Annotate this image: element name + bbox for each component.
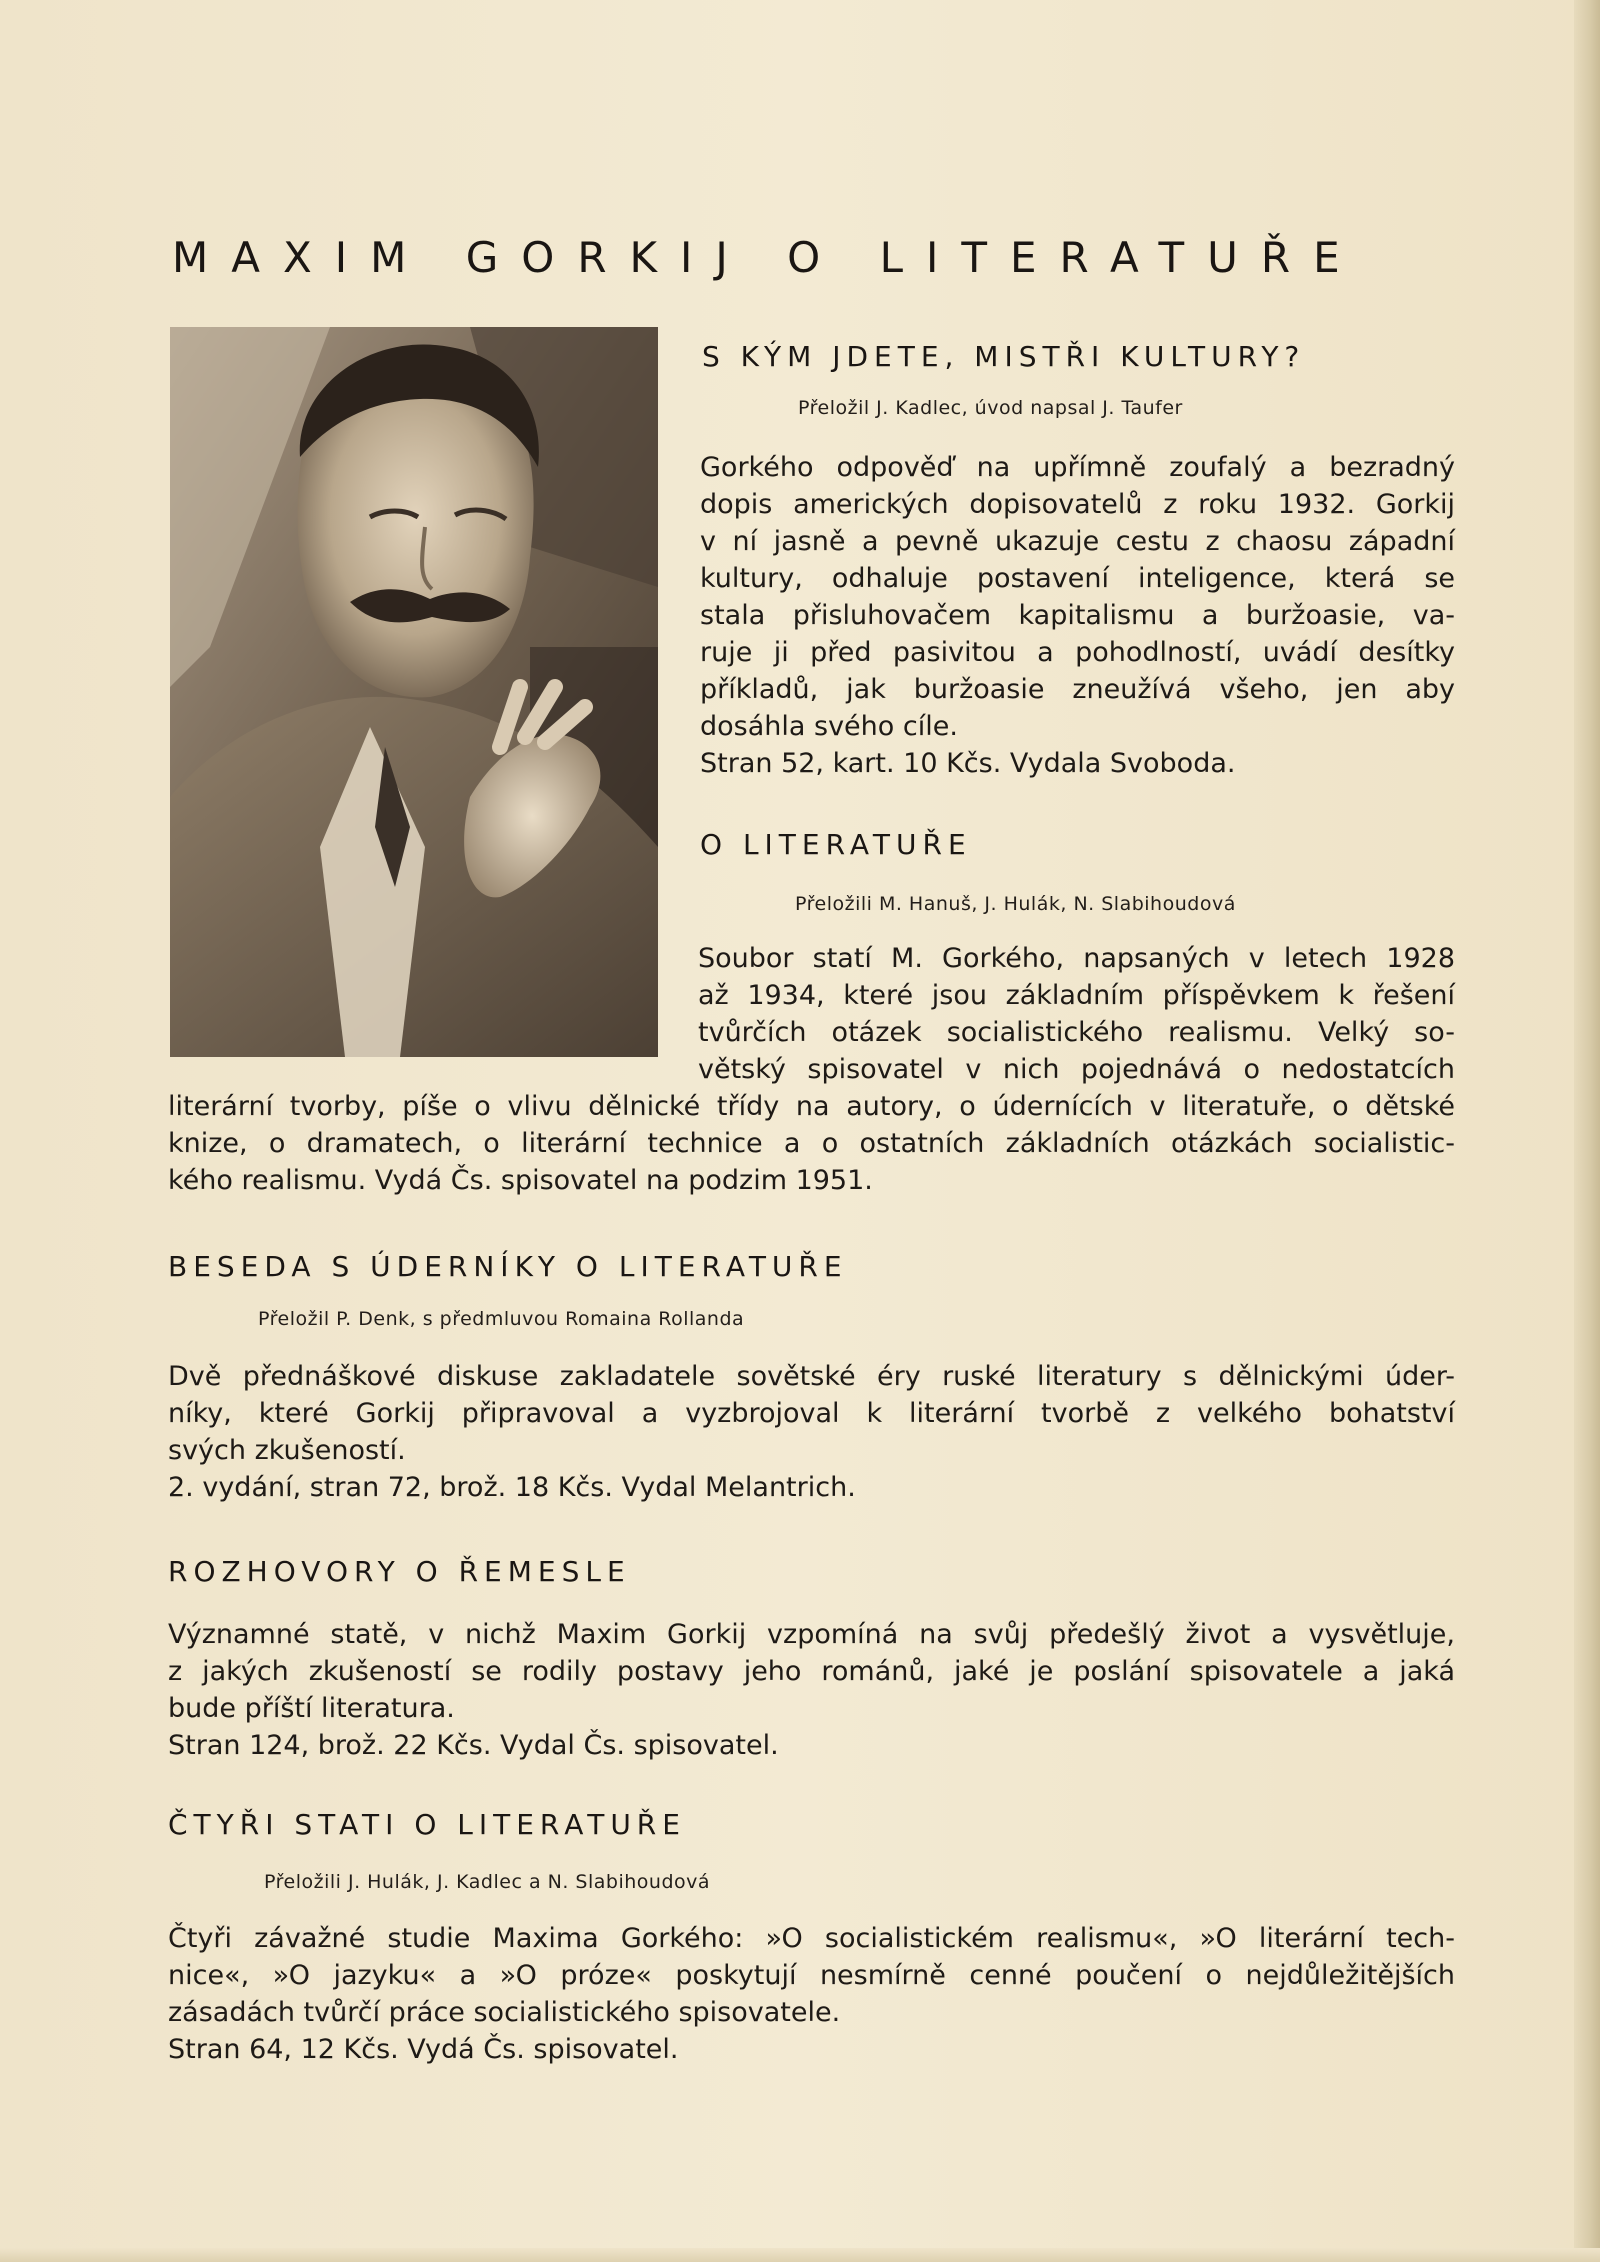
text-line: zásadách tvůrčí práce socialistického spisovatele. bbox=[168, 1997, 841, 2028]
text-line: dopis amerických dopisovatelů z roku 1932. Gorkij bbox=[700, 489, 1455, 520]
text-line: v ní jasně a pevně ukazuje cestu z chaosu západní bbox=[700, 526, 1455, 557]
section-text-2a bbox=[698, 940, 1455, 1088]
text-line: Čtyři závažné studie Maxima Gorkého: »O socialistickém realismu«, »O literární tech- bbox=[168, 1923, 1455, 1954]
text-line: níky, které Gorkij připravoval a vyzbrojoval k literární tvorbě z velkého bohatství bbox=[168, 1398, 1455, 1429]
page-bottom-edge bbox=[0, 2248, 1600, 2262]
section-heading-3: BESEDA S ÚDERNÍKY O LITERATUŘE bbox=[168, 1250, 848, 1283]
page-title: MAXIM GORKIJ O LITERATUŘE bbox=[172, 233, 1363, 283]
text-line: stala přisluhovačem kapitalismu a buržoasie, va- bbox=[700, 600, 1455, 631]
section-credit-5: Přeložili J. Hulák, J. Kadlec a N. Slabihoudová bbox=[264, 1871, 711, 1893]
section-text-3 bbox=[168, 1358, 1455, 1506]
text-line: knize, o dramatech, o literární technice a o ostatních základních otázkách socialistic- bbox=[168, 1128, 1455, 1159]
text-line: větský spisovatel v nich pojednává o nedostatcích bbox=[698, 1054, 1455, 1085]
text-line: Stran 64, 12 Kčs. Vydá Čs. spisovatel. bbox=[168, 2034, 679, 2065]
text-line: kého realismu. Vydá Čs. spisovatel na podzim 1951. bbox=[168, 1165, 873, 1196]
section-credit-2: Přeložili M. Hanuš, J. Hulák, N. Slabihoudová bbox=[795, 893, 1236, 915]
text-line: z jakých zkušeností se rodily postavy jeho románů, jaké je poslání spisovatele a jaká bbox=[168, 1656, 1455, 1687]
portrait-photo bbox=[170, 327, 658, 1057]
section-text-2b bbox=[168, 1088, 1455, 1199]
page-edge bbox=[1574, 0, 1600, 2262]
text-line: Významné statě, v nichž Maxim Gorkij vzpomíná na svůj předešlý život a vysvětluje, bbox=[168, 1619, 1455, 1650]
text-line: bude příští literatura. bbox=[168, 1693, 455, 1724]
text-line: Stran 52, kart. 10 Kčs. Vydala Svoboda. bbox=[700, 748, 1236, 779]
text-line: kultury, odhaluje postavení inteligence, která se bbox=[700, 563, 1455, 594]
text-line: Gorkého odpověď na upřímně zoufalý a bezradný bbox=[700, 452, 1455, 483]
section-heading-4: ROZHOVORY O ŘEMESLE bbox=[168, 1555, 631, 1588]
section-text-1 bbox=[700, 449, 1455, 782]
section-credit-3: Přeložil P. Denk, s předmluvou Romaina Rollanda bbox=[258, 1308, 745, 1330]
text-line: tvůrčích otázek socialistického realismu. Velký so- bbox=[698, 1017, 1455, 1048]
text-line: Soubor statí M. Gorkého, napsaných v letech 1928 bbox=[698, 943, 1455, 974]
section-credit-1: Přeložil J. Kadlec, úvod napsal J. Taufer bbox=[798, 397, 1183, 419]
text-line: svých zkušeností. bbox=[168, 1435, 406, 1466]
text-line: nice«, »O jazyku« a »O próze« poskytují nesmírně cenné poučení o nejdůležitějších bbox=[168, 1960, 1455, 1991]
text-line: 2. vydání, stran 72, brož. 18 Kčs. Vydal Melantrich. bbox=[168, 1472, 856, 1503]
text-line: ruje ji před pasivitou a pohodlností, uvádí desítky bbox=[700, 637, 1455, 668]
section-heading-1: S KÝM JDETE, MISTŘI KULTURY? bbox=[702, 340, 1306, 373]
text-line: až 1934, které jsou základním příspěvkem k řešení bbox=[698, 980, 1455, 1011]
text-line: příkladů, jak buržoasie zneužívá všeho, jen aby bbox=[700, 674, 1455, 705]
section-text-4 bbox=[168, 1616, 1455, 1764]
section-heading-5: ČTYŘI STATI O LITERATUŘE bbox=[168, 1808, 686, 1841]
text-line: Dvě přednáškové diskuse zakladatele sovětské éry ruské literatury s dělnickými úder- bbox=[168, 1361, 1455, 1392]
section-text-5 bbox=[168, 1920, 1455, 2068]
portrait-illustration bbox=[170, 327, 658, 1057]
text-line: dosáhla svého cíle. bbox=[700, 711, 958, 742]
text-line: Stran 124, brož. 22 Kčs. Vydal Čs. spisovatel. bbox=[168, 1730, 779, 1761]
section-heading-2: O LITERATUŘE bbox=[700, 828, 972, 861]
text-line: literární tvorby, píše o vlivu dělnické třídy na autory, o údernících v literatuře, o dětské bbox=[168, 1091, 1455, 1122]
